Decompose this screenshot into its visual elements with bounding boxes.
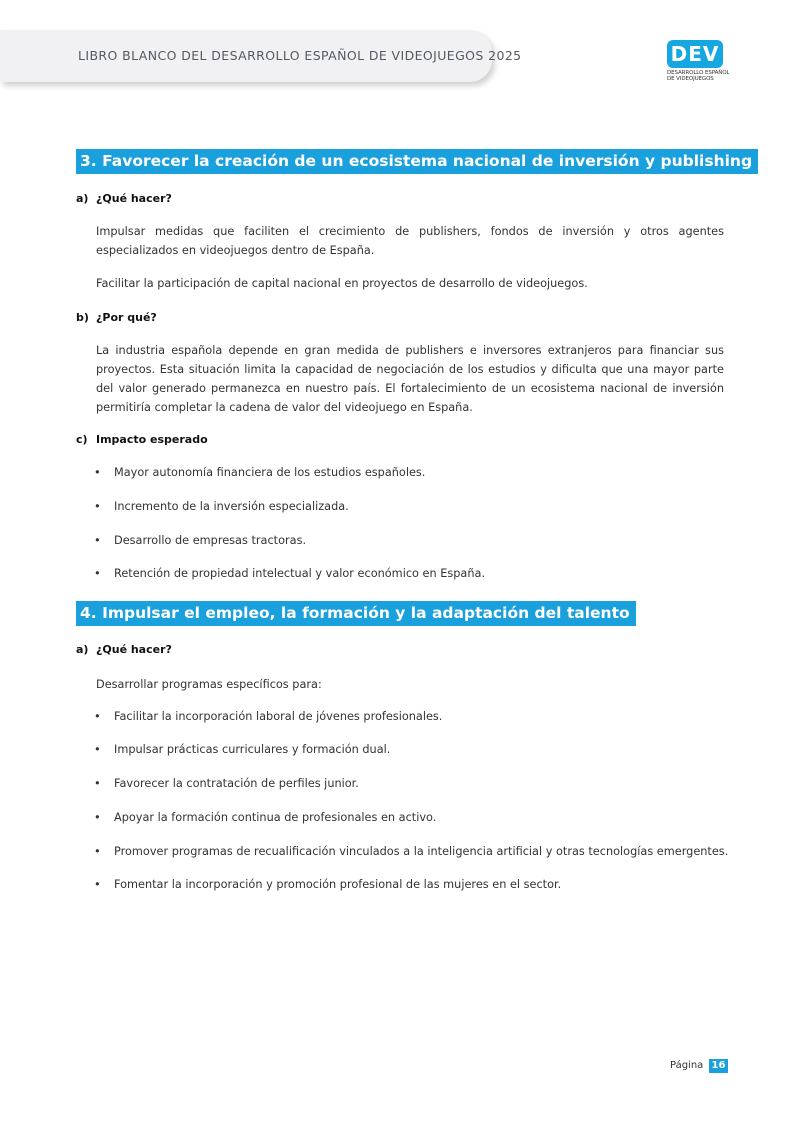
list-item-text: Mayor autonomía financiera de los estudios españoles. bbox=[114, 466, 426, 479]
subheading-label: ¿Por qué? bbox=[96, 311, 157, 324]
section-3-heading: 3. Favorecer la creación de un ecosistema nacional de inversión y publishing bbox=[76, 149, 758, 174]
logo-line-1: DESARROLLO ESPAÑOL bbox=[667, 70, 730, 76]
section-3-b-paragraph: La industria española depende en gran medida de publishers e inversores extranjeros para financiar sus proyectos. Esta situación limita la capacidad de negociación de los estudios y dificulta que una mayor parte del valor generado permanezca en nuestro país. El fortalecimiento de un ecosistema nacional de inversión permitiría completar la cadena de valor del videojuego en España. bbox=[96, 344, 724, 414]
list-item-text: Impulsar prácticas curriculares y formación dual. bbox=[114, 743, 391, 756]
page-footer bbox=[670, 1059, 728, 1073]
list-item bbox=[94, 811, 436, 824]
list-item bbox=[94, 710, 442, 723]
list-item bbox=[94, 777, 359, 790]
section-4-subheading-a bbox=[76, 643, 172, 656]
dev-logo bbox=[667, 40, 730, 84]
subheading-letter: b) bbox=[76, 311, 89, 324]
section-3-a-paragraph-2: Facilitar la participación de capital nacional en proyectos de desarrollo de videojuegos. bbox=[96, 277, 588, 290]
bullet-dot: • bbox=[94, 710, 101, 723]
list-item-text: Fomentar la incorporación y promoción profesional de las mujeres en el sector. bbox=[114, 878, 562, 891]
section-4-heading: 4. Impulsar el empleo, la formación y la adaptación del talento bbox=[76, 601, 636, 626]
subheading-label: ¿Qué hacer? bbox=[96, 192, 172, 205]
list-item bbox=[94, 743, 390, 756]
list-item bbox=[94, 500, 349, 513]
section-3-subheading-b bbox=[76, 311, 157, 324]
list-item-text: Retención de propiedad intelectual y valor económico en España. bbox=[114, 567, 486, 580]
document-title: LIBRO BLANCO DEL DESARROLLO ESPAÑOL DE VIDEOJUEGOS 2025 bbox=[78, 48, 522, 63]
bullet-dot: • bbox=[94, 743, 101, 756]
logo-mark: DEV bbox=[667, 40, 723, 68]
subheading-letter: a) bbox=[76, 192, 89, 205]
bullet-dot: • bbox=[94, 845, 101, 858]
section-4-a-paragraph: Desarrollar programas específicos para: bbox=[96, 678, 322, 691]
subheading-label: Impacto esperado bbox=[96, 433, 208, 446]
list-item bbox=[94, 466, 425, 479]
bullet-dot: • bbox=[94, 777, 101, 790]
list-item-text: Incremento de la inversión especializada. bbox=[114, 500, 349, 513]
section-3-subheading-a bbox=[76, 192, 172, 205]
list-item bbox=[94, 878, 561, 891]
list-item-text: Promover programas de recualificación vinculados a la inteligencia artificial y otras tecnologías emergentes. bbox=[114, 845, 729, 858]
subheading-letter: c) bbox=[76, 433, 88, 446]
list-item bbox=[94, 845, 728, 858]
bullet-dot: • bbox=[94, 500, 101, 513]
bullet-dot: • bbox=[94, 567, 101, 580]
page-label: Página bbox=[670, 1060, 704, 1071]
list-item bbox=[94, 534, 306, 547]
list-item bbox=[94, 567, 485, 580]
bullet-dot: • bbox=[94, 811, 101, 824]
page-number: 16 bbox=[709, 1059, 729, 1073]
section-3-subheading-c bbox=[76, 433, 208, 446]
section-3-a-paragraph-1: Impulsar medidas que faciliten el crecimiento de publishers, fondos de inversión y otros agentes especializados en videojuegos dentro de España. bbox=[96, 225, 724, 257]
subheading-letter: a) bbox=[76, 643, 89, 656]
list-item-text: Favorecer la contratación de perfiles junior. bbox=[114, 777, 359, 790]
logo-line-2: DE VIDEOJUEGOS bbox=[667, 76, 714, 82]
list-item-text: Apoyar la formación continua de profesionales en activo. bbox=[114, 811, 437, 824]
list-item-text: Desarrollo de empresas tractoras. bbox=[114, 534, 307, 547]
subheading-label: ¿Qué hacer? bbox=[96, 643, 172, 656]
bullet-dot: • bbox=[94, 878, 101, 891]
list-item-text: Facilitar la incorporación laboral de jóvenes profesionales. bbox=[114, 710, 443, 723]
bullet-dot: • bbox=[94, 534, 101, 547]
bullet-dot: • bbox=[94, 466, 101, 479]
